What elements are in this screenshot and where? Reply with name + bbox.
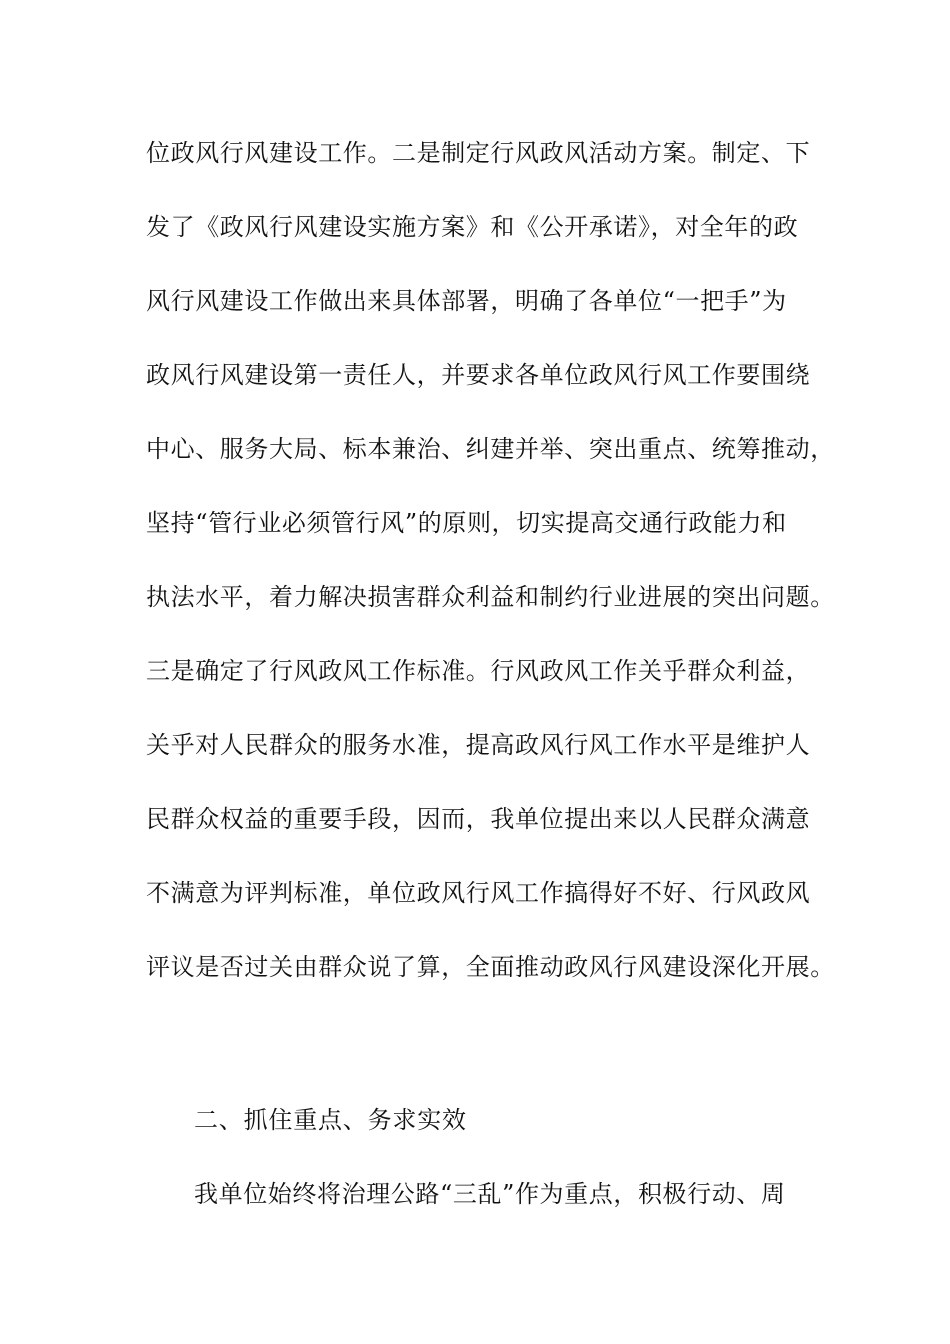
paragraph-line: 坚持“管行业必须管行风”的原则，切实提高交通行政能力和 <box>146 509 787 537</box>
paragraph-line: 关乎对人民群众的服务水准，提高政风行风工作水平是维护人 <box>146 731 811 759</box>
paragraph-line: 民群众权益的重要手段，因而，我单位提出来以人民群众满意 <box>146 805 811 833</box>
paragraph-line: 发了《政风行风建设实施方案》和《公开承诺》，对全年的政 <box>146 213 799 241</box>
paragraph-line: 三是确定了行风政风工作标准。行风政风工作关乎群众利益， <box>146 657 811 685</box>
paragraph-line: 中心、服务大局、标本兼治、纠建并举、突出重点、统筹推动， <box>146 435 835 463</box>
paragraph-line: 我单位始终将治理公路“三乱”作为重点，积极行动、周 <box>194 1180 786 1208</box>
paragraph-line: 政风行风建设第一责任人，并要求各单位政风行风工作要围绕 <box>146 361 811 389</box>
section-heading: 二、抓住重点、务求实效 <box>194 1106 467 1134</box>
paragraph-line: 不满意为评判标准，单位政风行风工作搞得好不好、行风政风 <box>146 879 811 907</box>
paragraph-line: 风行风建设工作做出来具体部署，明确了各单位“一把手”为 <box>146 287 787 315</box>
paragraph-line: 评议是否过关由群众说了算，全面推动政风行风建设深化开展。 <box>146 953 835 981</box>
paragraph-line: 执法水平，着力解决损害群众利益和制约行业进展的突出问题。 <box>146 583 835 611</box>
paragraph-line: 位政风行风建设工作。二是制定行风政风活动方案。制定、下 <box>146 139 811 167</box>
